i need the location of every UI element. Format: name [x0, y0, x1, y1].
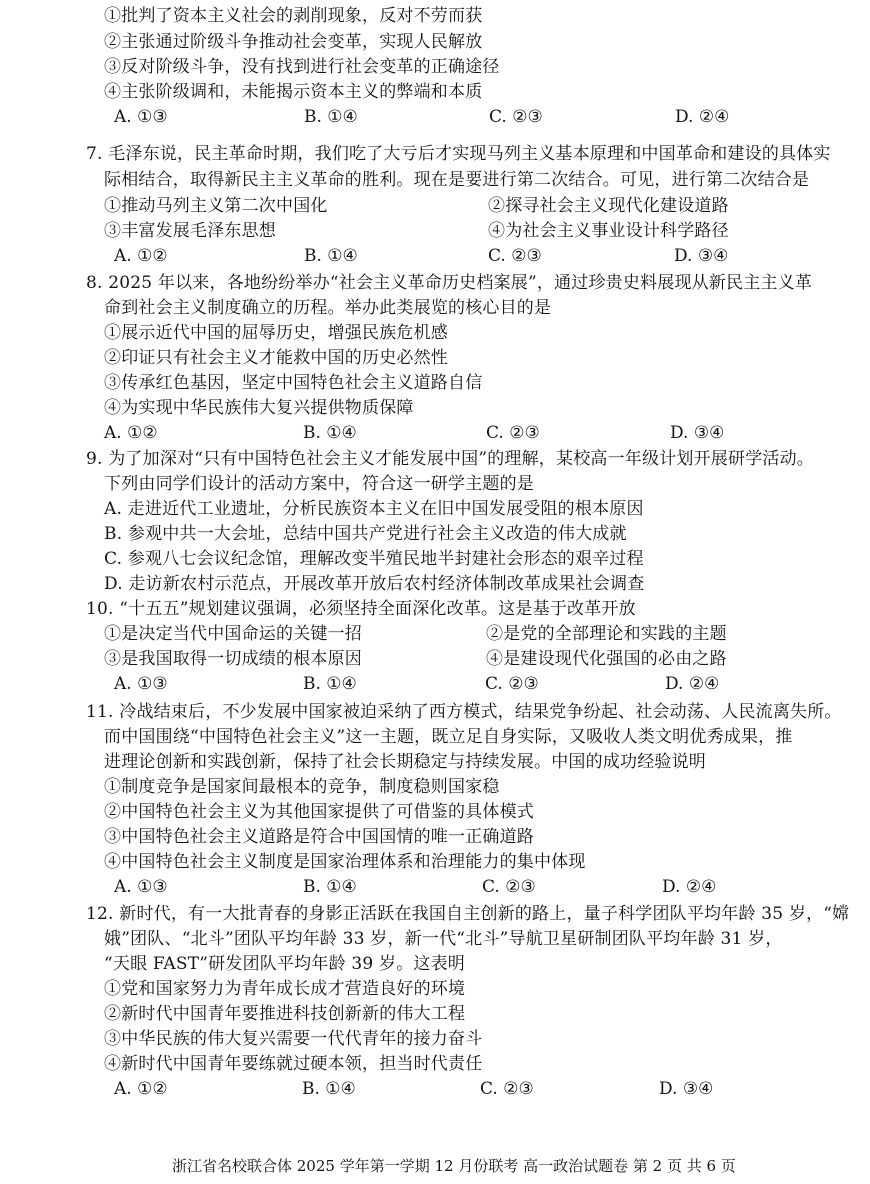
q10-choice-a: A. ①③: [114, 674, 168, 694]
q12-item-3: ③中华民族的伟大复兴需要一代代青年的接力奋斗: [104, 1029, 483, 1049]
q7-choice-b: B. ①④: [304, 246, 358, 266]
q12-choice-b: B. ①④: [302, 1079, 356, 1099]
page-footer: 浙江省名校联合体 2025 学年第一学期 12 月份联考 高一政治试题卷 第 2 页 共 6 页: [172, 1157, 736, 1175]
q12-stem-line-2: 娥”团队、“北斗”团队平均年龄 33 岁，新一代“北斗”导航卫星研制团队平均年龄 31 岁，: [104, 929, 783, 949]
q11-item-1: ①制度竞争是国家间最根本的竞争，制度稳则国家稳: [104, 777, 500, 797]
q8-item-4: ④为实现中华民族伟大复兴提供物质保障: [104, 398, 414, 418]
q10-choice-d: D. ②④: [665, 674, 720, 694]
q11-choice-b: B. ①④: [303, 877, 357, 897]
q9-choice-d: D. 走访新农村示范点，开展改革开放后农村经济体制改革成果社会调查: [104, 574, 645, 594]
q12-choice-d: D. ③④: [659, 1079, 714, 1099]
q11-stem-line-3: 进理论创新和实践创新，保持了社会长期稳定与持续发展。中国的成功经验说明: [104, 752, 706, 772]
q8-item-3: ③传承红色基因，坚定中国特色社会主义道路自信: [104, 373, 483, 393]
q10-stem: 10. “十五五”规划建议强调，必须坚持全面深化改革。这是基于改革开放: [86, 599, 636, 619]
q7-choice-d: D. ③④: [674, 246, 729, 266]
q8-choice-c: C. ②③: [486, 423, 540, 443]
q6-item-4: ④主张阶级调和，未能揭示资本主义的弊端和本质: [104, 82, 483, 102]
q9-stem-line-2: 下列由同学们设计的活动方案中，符合这一研学主题的是: [104, 474, 534, 494]
q12-choice-c: C. ②③: [480, 1079, 534, 1099]
q7-item-2: ②探寻社会主义现代化建设道路: [488, 196, 729, 216]
q12-item-4: ④新时代中国青年要练就过硬本领，担当时代责任: [104, 1054, 483, 1074]
q11-stem-line-2: 而中国围绕“中国特色社会主义”这一主题，既立足自身实际，又吸收人类文明优秀成果，推: [104, 727, 793, 747]
q12-choice-a: A. ①②: [114, 1079, 168, 1099]
q11-stem-line-1: 11. 冷战结束后，不少发展中国家被迫采纳了西方模式，结果党争纷起、社会动荡、人民流离失所。: [86, 702, 842, 722]
q6-item-1: ①批判了资本主义社会的剥削现象，反对不劳而获: [104, 6, 483, 26]
q8-item-1: ①展示近代中国的屈辱历史，增强民族危机感: [104, 323, 448, 343]
q8-stem-line-2: 命到社会主义制度确立的历程。举办此类展览的核心目的是: [104, 298, 552, 318]
q7-choice-c: C. ②③: [488, 246, 542, 266]
q7-choice-a: A. ①②: [114, 246, 168, 266]
q11-choice-d: D. ②④: [662, 877, 717, 897]
q9-choice-b: B. 参观中共一大会址，总结中国共产党进行社会主义改造的伟大成就: [104, 524, 627, 544]
q10-item-1: ①是决定当代中国命运的关键一招: [104, 624, 362, 644]
q8-choice-a: A. ①②: [104, 423, 158, 443]
q10-item-4: ④是建设现代化强国的必由之路: [486, 649, 727, 669]
q11-choice-a: A. ①③: [114, 877, 168, 897]
q11-item-2: ②中国特色社会主义为其他国家提供了可借鉴的具体模式: [104, 802, 534, 822]
q11-choice-c: C. ②③: [482, 877, 536, 897]
q9-choice-c: C. 参观八七会议纪念馆，理解改变半殖民地半封建社会形态的艰辛过程: [104, 549, 644, 569]
q7-item-3: ③丰富发展毛泽东思想: [104, 221, 276, 241]
q12-stem-line-3: “天眼 FAST”研发团队平均年龄 39 岁。这表明: [104, 954, 466, 974]
q12-stem-line-1: 12. 新时代，有一大批青春的身影正活跃在我国自主创新的路上，量子科学团队平均年龄 35 岁，“嫦: [86, 904, 850, 924]
q9-choice-a: A. 走进近代工业遗址，分析民族资本主义在旧中国发展受阻的根本原因: [104, 499, 644, 519]
q10-choice-c: C. ②③: [485, 674, 539, 694]
q10-item-2: ②是党的全部理论和实践的主题: [486, 624, 727, 644]
q9-stem-line-1: 9. 为了加深对“只有中国特色社会主义才能发展中国”的理解，某校高一年级计划开展研学活动。: [86, 449, 815, 469]
q12-item-2: ②新时代中国青年要推进科技创新新的伟大工程: [104, 1004, 466, 1024]
q8-stem-line-1: 8. 2025 年以来，各地纷纷举办“社会主义革命历史档案展”，通过珍贵史料展现从新民主主义革: [86, 273, 813, 293]
q7-item-1: ①推动马列主义第二次中国化: [104, 196, 328, 216]
q12-item-1: ①党和国家努力为青年成长成才营造良好的环境: [104, 979, 466, 999]
q10-item-3: ③是我国取得一切成绩的根本原因: [104, 649, 362, 669]
q6-choice-b: B. ①④: [304, 107, 358, 127]
q7-item-4: ④为社会主义事业设计科学路径: [488, 221, 729, 241]
q6-item-3: ③反对阶级斗争，没有找到进行社会变革的正确途径: [104, 57, 500, 77]
q8-choice-b: B. ①④: [303, 423, 357, 443]
q8-item-2: ②印证只有社会主义才能救中国的历史必然性: [104, 348, 448, 368]
q6-choice-d: D. ②④: [675, 107, 730, 127]
q10-choice-b: B. ①④: [303, 674, 357, 694]
q7-stem-line-1: 7. 毛泽东说，民主革命时期，我们吃了大亏后才实现马列主义基本原理和中国革命和建设的具体实: [86, 144, 831, 164]
q6-choice-c: C. ②③: [489, 107, 543, 127]
q6-choice-a: A. ①③: [114, 107, 168, 127]
q7-stem-line-2: 际相结合，取得新民主主义革命的胜利。现在是要进行第二次结合。可见，进行第二次结合是: [104, 170, 810, 190]
q6-item-2: ②主张通过阶级斗争推动社会变革，实现人民解放: [104, 32, 483, 52]
q8-choice-d: D. ③④: [670, 423, 725, 443]
q11-item-4: ④中国特色社会主义制度是国家治理体系和治理能力的集中体现: [104, 852, 586, 872]
q11-item-3: ③中国特色社会主义道路是符合中国国情的唯一正确道路: [104, 827, 534, 847]
